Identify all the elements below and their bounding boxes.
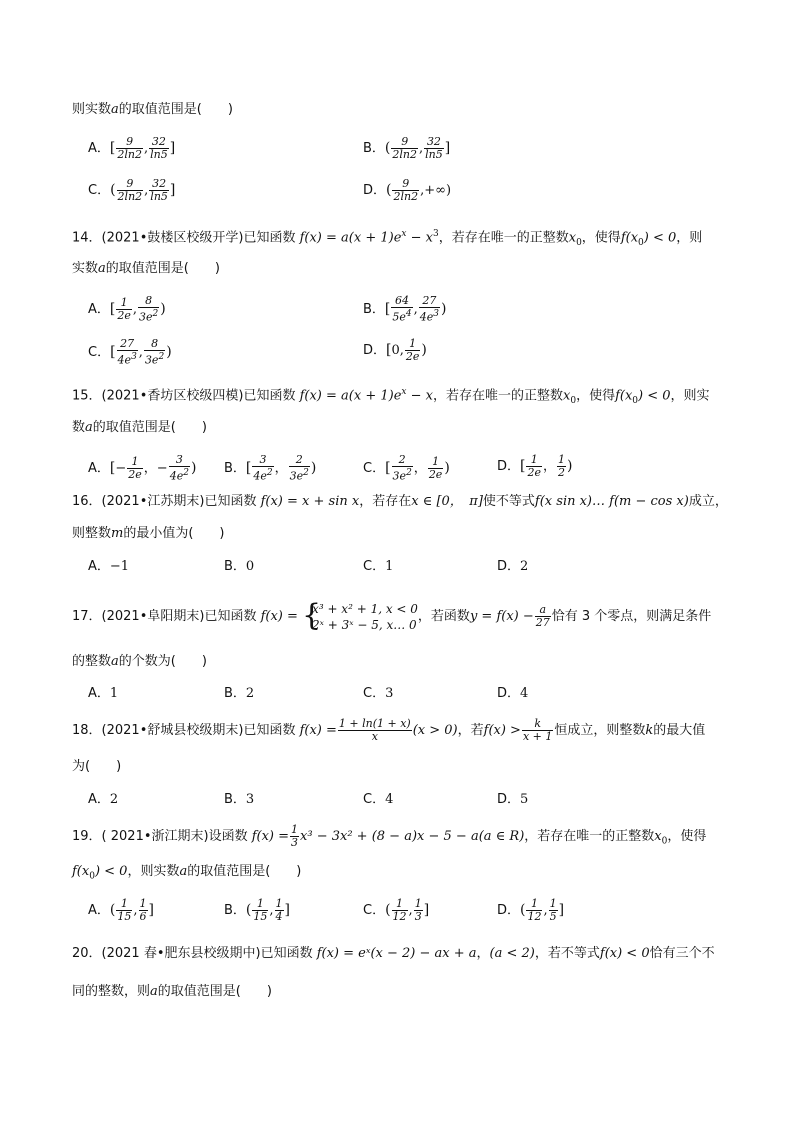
q13-option-a: A．[ $\frac{9}{2\ln 2}$ , $\frac{32}{\ln 5}$ ]	[88, 135, 176, 161]
q13-option-c: C．( $\frac{9}{2\ln 2}$ , $\frac{32}{\ln 5}$ ]	[88, 177, 176, 203]
q19-option-c: C．( $\frac{1}{12}$ , $\frac{1}{3}$ ]	[363, 897, 430, 923]
q17-option-d: D．4	[497, 686, 529, 701]
q15-stem-line1: 15．(2021•香坊区校级四模)已知函数 $f(x) = a(x + 1)e^x - x$，若存在唯一的正整数$x_0$，使得$f(x_0) < 0$，则实	[72, 387, 710, 406]
q14-stem-line1: 14．(2021•鼓楼区校级开学)已知函数 $f(x) = a(x + 1)e^x - x^3$，若存在唯一的正整数$x_0$，使得$f(x_0) < 0$，则	[72, 229, 703, 248]
q18-option-c: C．4	[363, 792, 394, 807]
q16-option-b: B．0	[224, 559, 255, 574]
q16-stem-line1: 16．(2021•江苏期末)已知函数 f(x) = x + sin x，若存在x ∈ [0， π]使不等式f(x sin x)… f(m − cos x)成立，	[72, 494, 728, 509]
q18-stem-line1: 18．(2021•舒城县校级期末)已知函数 f(x) = $\frac{1 + \ln(1 + x)}{x}$ (x > 0)，若f(x) > $\frac{k}{x + 1}$ 恒成立，则整数k的最大值	[72, 717, 706, 743]
q15-stem-line2: 数a的取值范围是( )	[72, 420, 207, 435]
q19-option-d: D．( $\frac{1}{12}$ , $\frac{1}{5}$ ]	[497, 897, 565, 923]
q15-option-a: A．[− $\frac{1}{2e}$ ，− $\frac{3}{4e^2}$ )	[88, 453, 197, 483]
q18-option-d: D．5	[497, 792, 529, 807]
q15-option-b: B．[ $\frac{3}{4e^2}$ ， $\frac{2}{3e^2}$ )	[224, 453, 317, 483]
q20-stem-line2: 同的整数，则a的取值范围是( )	[72, 984, 272, 999]
q14-option-d: D．[0, $\frac{1}{2e}$ )	[363, 337, 427, 363]
q18-stem-line2: 为( )	[72, 759, 122, 774]
q16-stem-line2: 则整数m的最小值为( )	[72, 526, 225, 541]
q15-option-d: D．[ $\frac{1}{2e}$ ， $\frac{1}{2}$ )	[497, 453, 573, 479]
q18-option-a: A．2	[88, 792, 119, 807]
q18-option-b: B．3	[224, 792, 255, 807]
q13-option-b: B．( $\frac{9}{2\ln 2}$ , $\frac{32}{\ln 5}$ ]	[363, 135, 451, 161]
q14-option-c: C．[ $\frac{27}{4e^3}$ , $\frac{8}{3e^2}$ )	[88, 337, 172, 367]
q17-stem-line1: 17．(2021•阜阳期末)已知函数 f(x) = { x³ + x² + 1, x < 0 2ˣ + 3ˣ − 5, x… 0 ，若函数y = f(x) − $\frac{a}{27}$ 恰有 3 个零点，则满足条件	[72, 597, 712, 633]
q16-option-c: C．1	[363, 559, 394, 574]
q13-option-d: D．( $\frac{9}{2\ln 2}$ ,+∞)	[363, 177, 452, 203]
q19-stem-line2: $f(x_0) < 0$，则实数a的取值范围是( )	[72, 864, 302, 882]
q20-stem-line1: 20．(2021 春•肥东县校级期中)已知函数 f(x) = eˣ(x − 2) − ax + a，(a < 2)，若不等式f(x) < 0恰有三个不	[72, 946, 715, 961]
q14-option-b: B．[ $\frac{64}{5e^4}$ , $\frac{27}{4e^3}$ )	[363, 294, 447, 324]
q15-option-c: C．[ $\frac{2}{3e^2}$ ， $\frac{1}{2e}$ )	[363, 453, 450, 483]
q16-option-a: A．−1	[88, 559, 130, 574]
q16-option-d: D．2	[497, 559, 529, 574]
q19-option-a: A．( $\frac{1}{15}$ , $\frac{1}{6}$ ]	[88, 897, 154, 923]
q19-stem-line1: 19．( 2021•浙江期末)设函数 f(x) = $\frac{1}{3}$ x³ − 3x² + (8 − a)x − 5 − a(a ∈ R)，若存在唯一的正整数$x_0$，使得	[72, 823, 707, 849]
q17-option-a: A．1	[88, 686, 119, 701]
q17-option-b: B．2	[224, 686, 255, 701]
q19-option-b: B．( $\frac{1}{15}$ , $\frac{1}{4}$ ]	[224, 897, 290, 923]
q13-stem-tail: 则实数a的取值范围是( )	[72, 102, 233, 117]
piecewise-definition: { x³ + x² + 1, x < 0 2ˣ + 3ˣ − 5, x… 0	[302, 597, 418, 633]
q17-option-c: C．3	[363, 686, 394, 701]
q17-stem-line2: 的整数a的个数为( )	[72, 654, 207, 669]
q14-option-a: A．[ $\frac{1}{2e}$ , $\frac{8}{3e^2}$ )	[88, 294, 166, 324]
q14-stem-line2: 实数a的取值范围是( )	[72, 261, 220, 276]
